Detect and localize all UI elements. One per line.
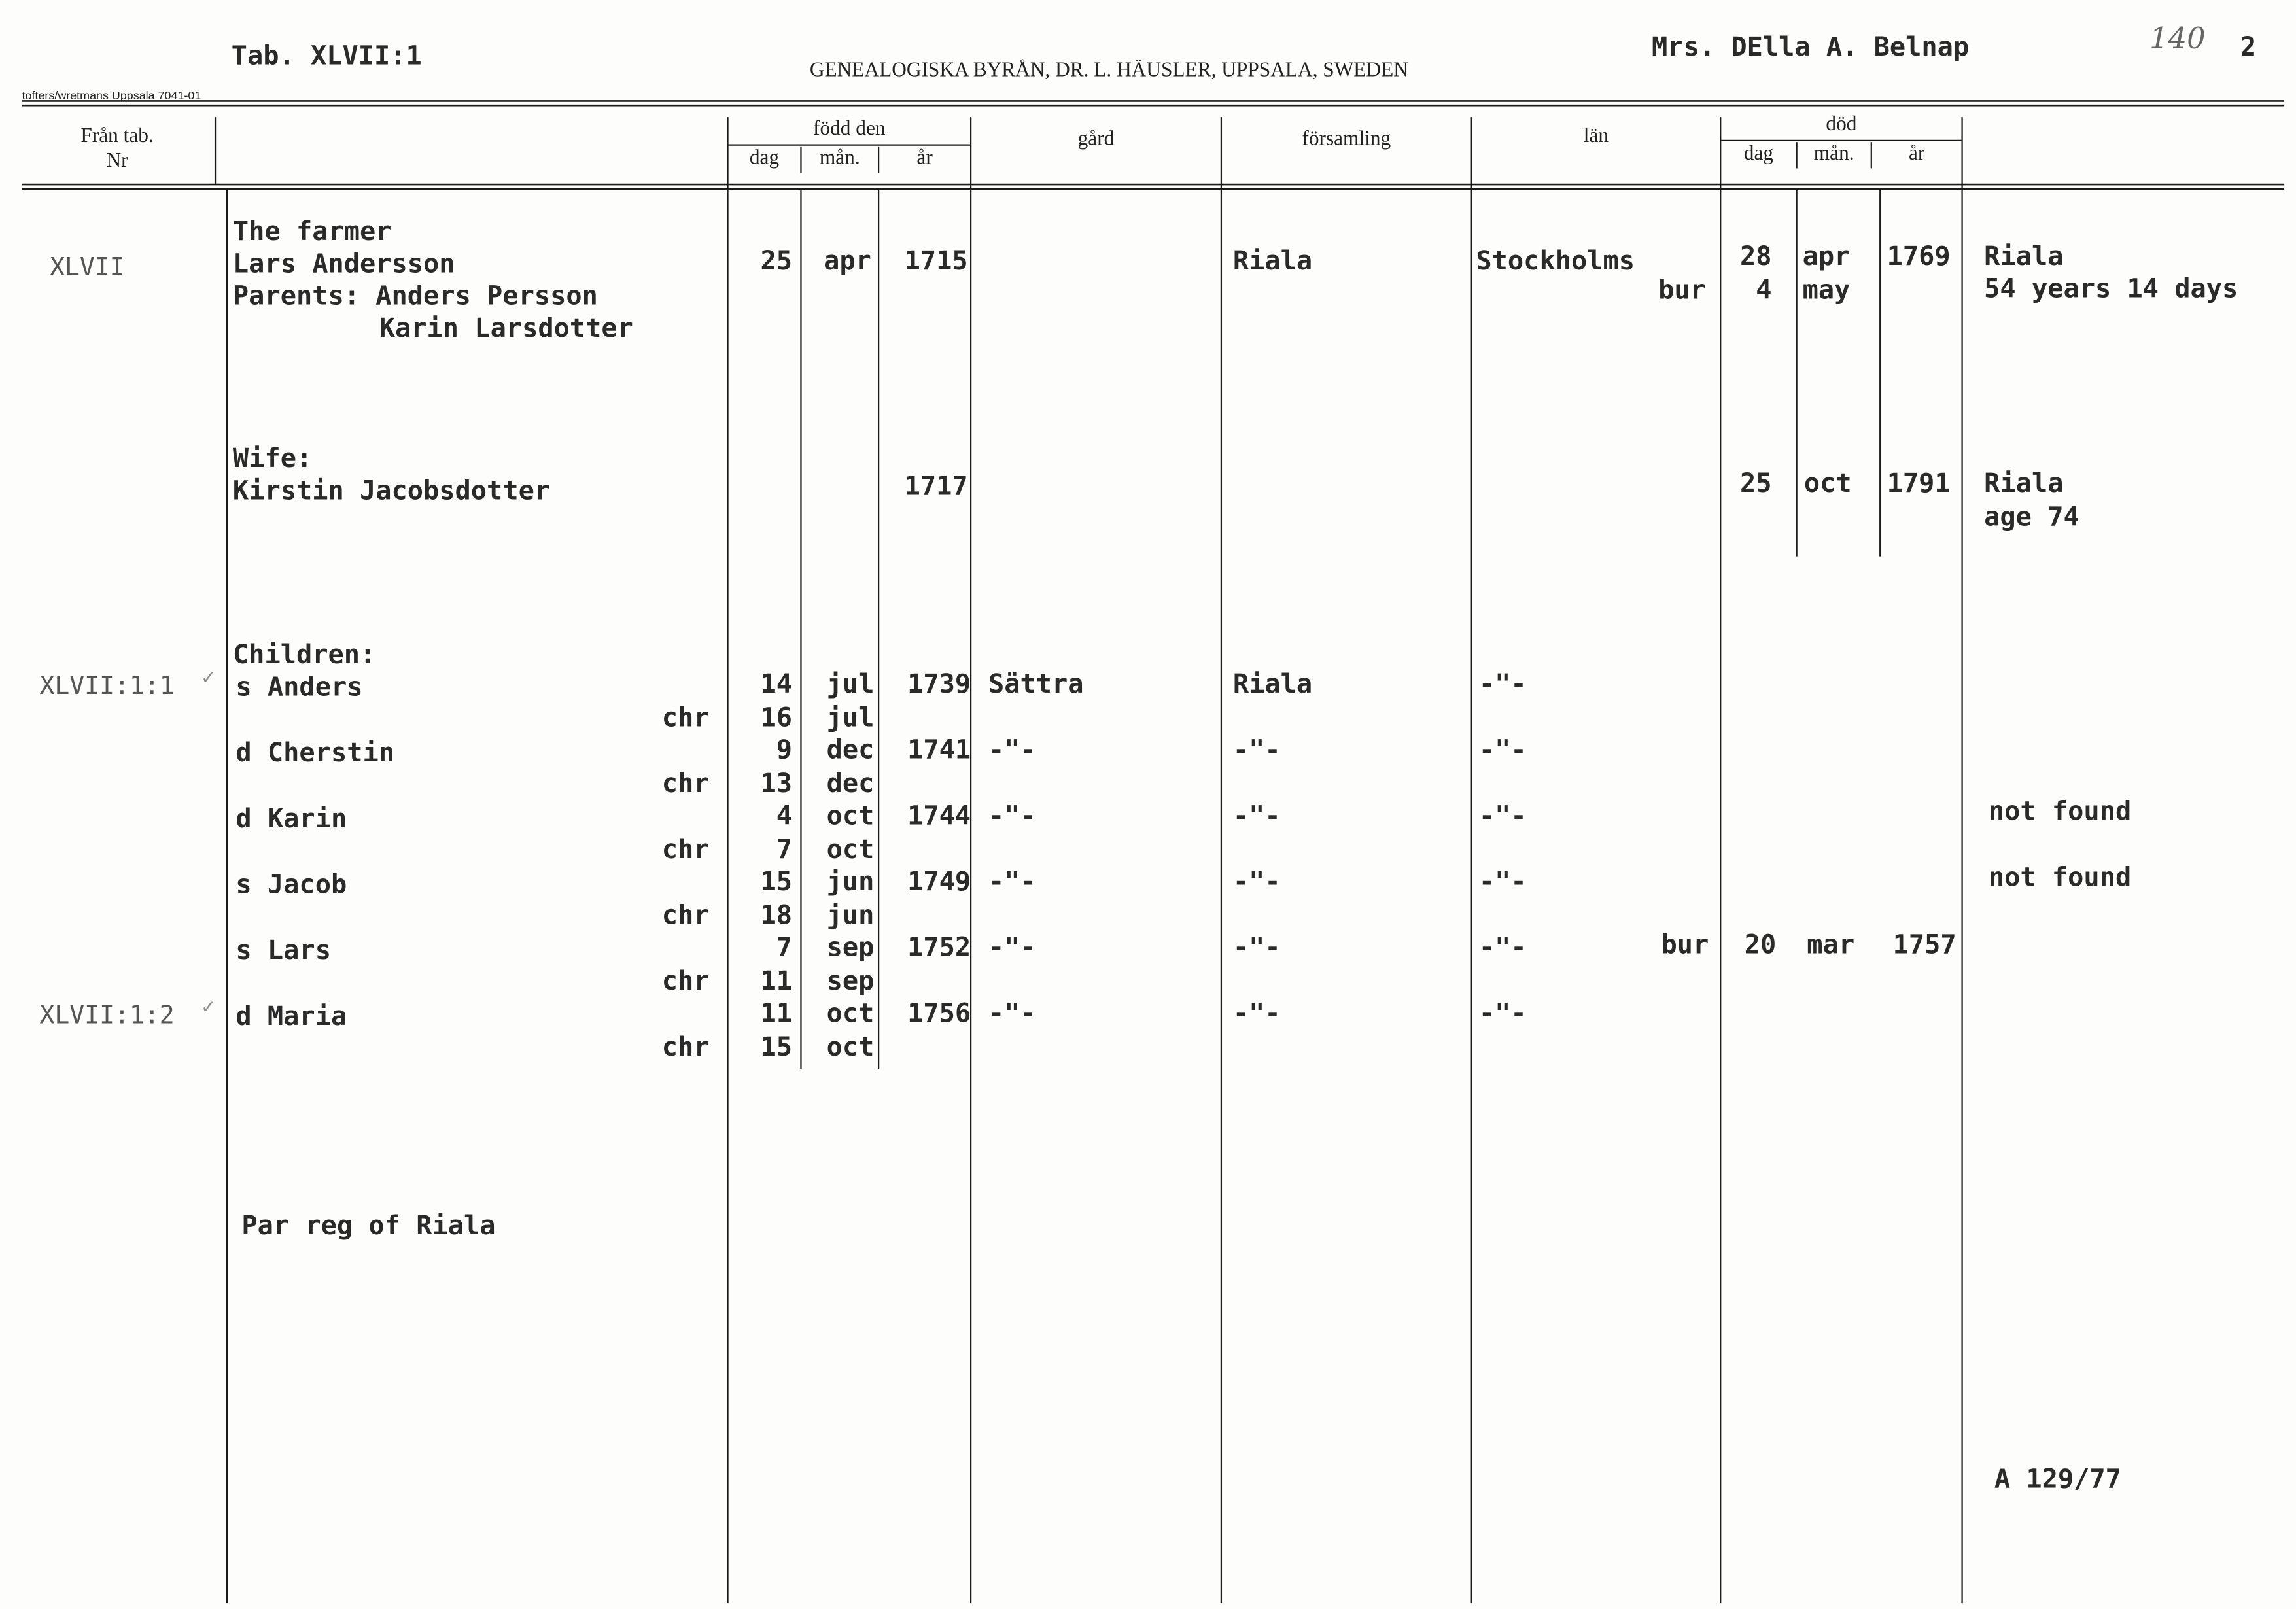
head-birth-year: 1715 (904, 246, 968, 277)
printer-imprint: tofters/wretmans Uppsala 7041-01 (22, 89, 201, 103)
child-birth-month: oct (826, 998, 875, 1029)
wife-death-month: oct (1803, 468, 1852, 500)
child-chr-month: oct (826, 834, 875, 865)
client-name: Mrs. DElla A. Belnap (1652, 32, 1970, 63)
child-name: d Maria (235, 1001, 347, 1033)
child-death-year: 1757 (1892, 929, 1957, 961)
christening-label: chr (661, 769, 710, 800)
head-parent-mother: Karin Larsdotter (379, 313, 633, 345)
child-parish: Riala (1232, 668, 1313, 701)
child-chr-day: 16 (760, 702, 793, 734)
child-chr-month: sep (826, 966, 875, 997)
col-died-month: mån. (1813, 143, 1854, 165)
child-farm: -"- (988, 867, 1036, 898)
child-parish: -"- (1232, 932, 1281, 963)
child-chr-day: 7 (776, 834, 793, 865)
col-died-day: dag (1743, 143, 1774, 165)
child-name: s Jacob (235, 869, 347, 901)
head-burial-day: 4 (1756, 275, 1772, 306)
child-chr-month: jun (826, 900, 875, 931)
child-chr-month: jul (826, 702, 875, 734)
check-mark-icon: ✓ (201, 666, 215, 690)
child-county: -"- (1478, 867, 1527, 898)
christening-label: chr (661, 834, 710, 865)
child-birth-month: oct (826, 801, 875, 832)
christening-label: chr (661, 1032, 710, 1064)
child-birth-month: jun (826, 867, 875, 898)
check-mark-icon: ✓ (201, 995, 215, 1019)
child-farm: Sättra (988, 668, 1084, 701)
child-birth-year: 1756 (907, 998, 971, 1029)
wife-birth-year: 1717 (904, 471, 968, 502)
head-birth-day: 25 (760, 246, 793, 277)
child-note: not found (1988, 796, 2132, 827)
wife-label: Wife: (232, 443, 313, 475)
child-birth-year: 1744 (907, 801, 971, 832)
col-parish: församling (1302, 128, 1391, 151)
file-reference: A 129/77 (1994, 1464, 2121, 1495)
child-chr-day: 13 (760, 769, 793, 800)
child-parish: -"- (1232, 801, 1281, 832)
child-chr-day: 18 (760, 900, 793, 931)
child-birth-month: jul (826, 668, 875, 701)
bureau-name: GENEALOGISKA BYRÅN, DR. L. HÄUSLER, UPPSALA, SWEDEN (809, 60, 1408, 82)
child-county: -"- (1478, 735, 1527, 766)
child-birth-year: 1739 (907, 668, 971, 701)
head-county: Stockholms (1476, 246, 1635, 277)
child-death-month: mar (1807, 929, 1855, 961)
head-death-place: Riala (1984, 241, 2064, 273)
tab-reference: Tab. XLVII:1 (231, 41, 422, 72)
child-birth-month: dec (826, 735, 875, 766)
col-born: född den (813, 118, 886, 141)
head-parish: Riala (1232, 246, 1313, 277)
child-parish: -"- (1232, 735, 1281, 766)
child-birth-day: 7 (776, 932, 793, 963)
head-death-month: apr (1802, 241, 1851, 273)
col-born-month: mån. (819, 148, 860, 170)
child-birth-day: 4 (776, 801, 793, 832)
child-chr-day: 15 (760, 1032, 793, 1064)
child-ref: XLVII:1:2 (39, 1001, 175, 1031)
child-farm: -"- (988, 735, 1036, 766)
wife-death-place: Riala (1984, 468, 2064, 500)
head-birth-month: apr (824, 246, 871, 277)
child-birth-day: 11 (760, 998, 793, 1029)
child-birth-year: 1749 (907, 867, 971, 898)
head-death-year: 1769 (1887, 241, 1951, 273)
handwritten-code: 140 (2149, 20, 2206, 56)
child-county: -"- (1478, 801, 1527, 832)
child-farm: -"- (988, 998, 1036, 1029)
source-note: Par reg of Riala (241, 1211, 496, 1242)
col-county: län (1583, 126, 1609, 148)
child-name: d Karin (235, 803, 347, 835)
child-parish: -"- (1232, 998, 1281, 1029)
child-birth-year: 1741 (907, 735, 971, 766)
child-county: -"- (1478, 668, 1527, 701)
child-birth-month: sep (826, 932, 875, 963)
child-death-day: 20 (1744, 929, 1777, 961)
christening-label: chr (661, 702, 710, 734)
children-label: Children: (232, 640, 376, 671)
head-occupation: The farmer (232, 216, 392, 248)
head-age: 54 years 14 days (1984, 273, 2238, 305)
col-died-year: år (1908, 143, 1925, 165)
col-died: död (1826, 114, 1857, 137)
col-born-year: år (916, 148, 933, 170)
child-note: not found (1988, 862, 2132, 893)
child-birth-day: 15 (760, 867, 793, 898)
child-ref: XLVII:1:1 (39, 672, 175, 702)
wife-age: age 74 (1984, 502, 2079, 533)
head-burial-label: bur (1658, 275, 1706, 306)
child-chr-month: oct (826, 1032, 875, 1064)
child-parish: -"- (1232, 867, 1281, 898)
head-ref: XLVII (50, 253, 125, 283)
page-number: 2 (2240, 32, 2257, 63)
head-name: Lars Andersson (232, 249, 455, 280)
christening-label: chr (661, 966, 710, 997)
child-birth-year: 1752 (907, 932, 971, 963)
child-name: s Anders (235, 672, 363, 703)
child-burial-label: bur (1661, 929, 1709, 961)
child-chr-day: 11 (760, 966, 793, 997)
child-birth-day: 14 (760, 668, 793, 701)
child-name: s Lars (235, 935, 331, 967)
child-name: d Cherstin (235, 738, 394, 769)
christening-label: chr (661, 900, 710, 931)
child-farm: -"- (988, 932, 1036, 963)
col-born-day: dag (749, 148, 780, 170)
child-birth-day: 9 (776, 735, 793, 766)
col-nr: Nr (106, 150, 128, 173)
col-from-tab: Från tab. (80, 126, 154, 148)
child-farm: -"- (988, 801, 1036, 832)
head-parents: Parents: Anders Persson (232, 281, 598, 312)
child-county: -"- (1478, 932, 1527, 963)
head-death-day: 28 (1740, 241, 1772, 273)
col-gard: gård (1077, 128, 1115, 151)
wife-name: Kirstin Jacobsdotter (232, 476, 551, 507)
child-county: -"- (1478, 998, 1527, 1029)
head-burial-month: may (1802, 275, 1851, 306)
wife-death-year: 1791 (1887, 468, 1951, 500)
wife-death-day: 25 (1740, 468, 1772, 500)
child-chr-month: dec (826, 769, 875, 800)
